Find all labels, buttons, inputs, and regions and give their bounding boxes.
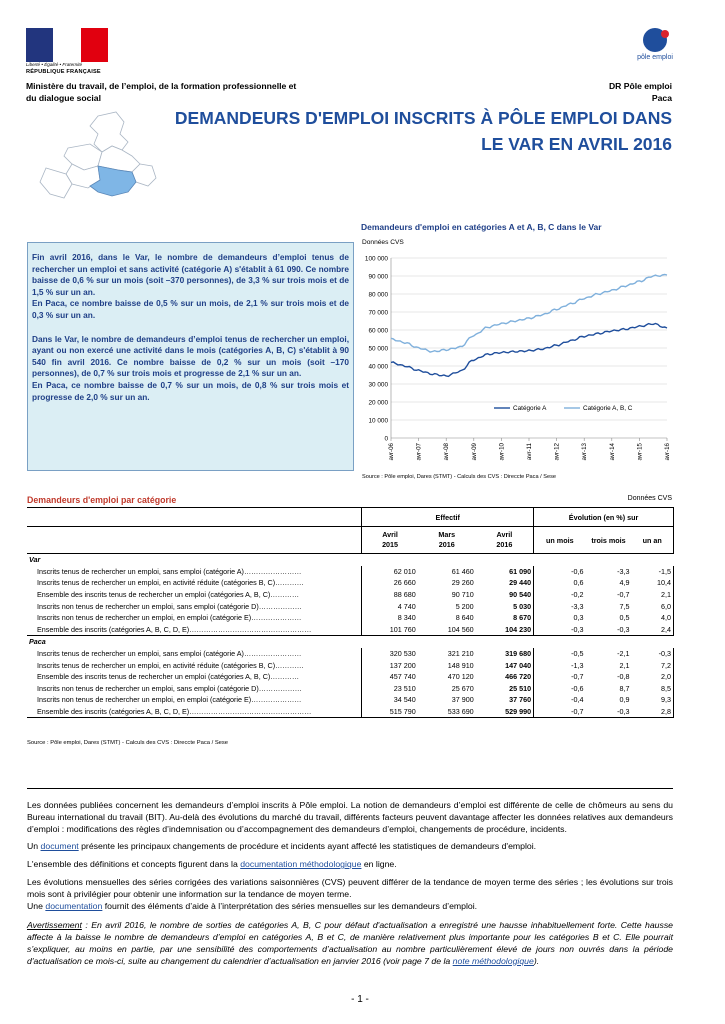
region-map <box>28 108 168 223</box>
table-row <box>27 659 674 671</box>
chart-title: Demandeurs d'emploi en catégories A et A, B, C dans le Var <box>361 222 602 232</box>
row-value: 29 440 <box>476 577 534 589</box>
summary-cat-abc: Dans le Var, le nombre de demandeurs d’emploi tenus de rechercher un emploi, ayant ou non exercé une activité dans le mois (catégories A, B, C) s'établit à 90 540 fin avril 2016. Ce nombre baisse de 0,2 % sur un mois (soit –170 personnes), de 0,7 % sur trois mois et progresse de 2,1 % sur un an. En Paca, ce nombre baisse de 0,7 % sur un mois, de 0,8 % sur trois mois et progresse de 2,0 % sur un an. <box>32 333 349 402</box>
row-value: 7,5 <box>619 601 630 611</box>
row-value: -0,4 <box>571 695 584 705</box>
row-value: 321 210 <box>447 649 474 659</box>
row-value: 4 740 <box>362 600 418 612</box>
logo-motto: Liberté • Égalité • Fraternité <box>26 62 83 67</box>
summary-box <box>27 242 354 471</box>
row-value: 137 200 <box>362 659 418 671</box>
row-value: 37 900 <box>451 695 474 705</box>
table-row <box>27 694 674 706</box>
table-row <box>27 612 674 624</box>
x-tick-label: avr-11 <box>526 443 533 461</box>
row-value: 8 340 <box>362 612 418 624</box>
x-tick-label: avr-08 <box>443 443 451 461</box>
row-value: 0,6 <box>573 578 584 588</box>
table-row <box>27 624 674 636</box>
row-value: 26 660 <box>362 577 418 589</box>
x-tick-label: avr-10 <box>498 443 506 461</box>
row-value: 4,0 <box>632 612 674 624</box>
body-p3: L'ensemble des définitions et concepts figurent dans la documentation méthodologique en ligne. <box>27 859 397 870</box>
row-value: 8,5 <box>632 683 674 695</box>
methodology-link[interactable]: documentation méthodologique <box>240 859 362 870</box>
row-value: 2,1 <box>619 660 630 670</box>
row-value: 319 680 <box>476 648 534 660</box>
paca-section-label: Paca <box>29 637 46 647</box>
table-row <box>27 600 674 612</box>
row-value: -0,3 <box>617 624 630 634</box>
col-avril-2015: Avril 2015 <box>362 527 418 554</box>
row-value: 61 460 <box>451 566 474 576</box>
col-avril-2016: Avril 2016 <box>476 527 534 554</box>
effectif-header: Effectif <box>362 508 534 527</box>
table-row <box>27 706 674 718</box>
page-title: DEMANDEURS D'EMPLOI INSCRITS À PÔLE EMPLOI DANS LE VAR EN AVRIL 2016 <box>174 108 672 154</box>
row-value: 0,5 <box>619 613 630 623</box>
row-value: 515 790 <box>362 706 418 718</box>
ministry-name: Ministère du travail, de l’emploi, de la formation professionnelle et du dialogue social <box>26 81 297 103</box>
row-label: Ensemble des inscrits tenus de rechercher un emploi (catégories A, B, C)………… <box>37 672 300 682</box>
x-tick-label: avr-09 <box>470 443 478 461</box>
table-section-title: Demandeurs d'emploi par catégorie <box>27 495 177 505</box>
y-tick-label: 80 000 <box>368 291 388 299</box>
row-value: 5 030 <box>476 600 534 612</box>
col-trois-mois: trois mois <box>591 535 626 545</box>
row-value: -0,6 <box>571 683 584 693</box>
row-value: 101 760 <box>362 624 418 636</box>
row-label: Inscrits tenus de rechercher un emploi, sans emploi (catégorie A)…………………… <box>37 566 302 576</box>
y-tick-label: 70 000 <box>368 309 388 317</box>
x-tick-label: avr-07 <box>415 443 423 461</box>
logo-republic: RÉPUBLIQUE FRANÇAISE <box>26 69 101 75</box>
row-label: Inscrits non tenus de rechercher un emploi, en emploi (catégorie E)………………… <box>37 613 302 623</box>
row-value: -3,3 <box>617 566 630 576</box>
pole-emploi-icon <box>643 28 667 52</box>
var-section-label: Var <box>29 555 41 565</box>
row-value: 4,9 <box>619 578 630 588</box>
row-value: 529 990 <box>476 706 534 718</box>
row-value: 5 200 <box>455 601 474 611</box>
row-value: 320 530 <box>362 648 418 660</box>
series-line-cat-a <box>391 324 667 377</box>
row-value: 62 010 <box>362 566 418 578</box>
table-row <box>27 648 674 660</box>
table-source: Source : Pôle emploi, Dares (STMT) - Calculs des CVS : Direccte Paca / Sese <box>27 740 229 746</box>
row-value: 2,8 <box>632 706 674 718</box>
y-tick-label: 90 000 <box>368 273 388 281</box>
row-value: -0,8 <box>617 672 630 682</box>
table-row <box>27 577 674 589</box>
jobseekers-table <box>27 507 674 718</box>
body-p2: Un document présente les principaux changements de procédure et incidents ayant affecté les statistiques de demandeurs d'emploi. <box>27 841 537 852</box>
row-value: 7,2 <box>632 659 674 671</box>
legend-label: Catégorie A, B, C <box>583 405 633 412</box>
table-row <box>27 683 674 695</box>
row-value: 147 040 <box>476 659 534 671</box>
republique-francaise-logo <box>26 28 108 78</box>
row-value: -0,7 <box>617 590 630 600</box>
row-value: 148 910 <box>447 660 474 670</box>
row-value: 10,4 <box>632 577 674 589</box>
divider <box>27 788 673 789</box>
x-tick-label: avr-15 <box>636 443 644 461</box>
row-value: 25 670 <box>451 683 474 693</box>
row-value: 2,0 <box>632 671 674 683</box>
x-tick-label: avr-06 <box>388 443 395 461</box>
row-value: -0,6 <box>571 566 584 576</box>
row-value: 104 230 <box>476 624 534 636</box>
row-value: 34 540 <box>362 694 418 706</box>
row-value: 8 670 <box>476 612 534 624</box>
note-methodologique-link[interactable]: note méthodologique <box>452 955 534 966</box>
row-value: 533 690 <box>447 707 474 717</box>
body-text <box>27 800 673 974</box>
row-value: -1,3 <box>571 660 584 670</box>
row-value: 90 710 <box>451 590 474 600</box>
y-tick-label: 100 000 <box>364 255 388 263</box>
evolution-header: Évolution (en %) sur <box>534 508 674 527</box>
chart-source: Source : Pôle emploi, Dares (STMT) - Calculs des CVS : Direccte Paca / Sese <box>362 474 556 480</box>
row-value: 2,1 <box>632 589 674 601</box>
row-value: -0,3 <box>571 624 584 634</box>
row-value: 470 120 <box>447 672 474 682</box>
row-value: 457 740 <box>362 671 418 683</box>
x-tick-label: avr-13 <box>581 443 589 461</box>
row-value: 37 760 <box>476 694 534 706</box>
col-un-mois: un mois <box>546 535 574 545</box>
row-value: -0,7 <box>571 707 584 717</box>
y-tick-label: 40 000 <box>368 363 388 371</box>
table-row <box>27 589 674 601</box>
row-value: -3,3 <box>571 601 584 611</box>
pole-emploi-logo <box>632 28 678 76</box>
row-value: 104 560 <box>447 624 474 634</box>
row-label: Ensemble des inscrits tenus de rechercher un emploi (catégories A, B, C)………… <box>37 590 300 600</box>
row-value: 8,7 <box>619 683 630 693</box>
page-number: - 1 - <box>351 994 369 1005</box>
warning-paragraph: Avertissement : En avril 2016, le nombre de sorties de catégories A, B, C pour défaut d'actualisation a enregistré une hausse inhabituellement forte. Cette hausse affecte à la baisse le nombre de demandeurs d’emploi en catégories A, B et C, de manière relativement plus importante pour les catégories B et C. Elle pourrait s’expliquer, au moins en partie, par une sensibilité des comportements d’actualisation au nombre particulièrement élevé de jours non ouvrés dans la période d'actualisation ce mois-ci, suite au changement du calendrier d’actualisation en janvier 2016 (voir page 7 de la note méthodologique). <box>27 920 673 966</box>
row-value: -0,2 <box>571 590 584 600</box>
series-line-cat-abc <box>391 275 667 353</box>
row-label: Inscrits tenus de rechercher un emploi, sans emploi (catégorie A)…………………… <box>37 649 302 659</box>
row-value: 466 720 <box>476 671 534 683</box>
row-label: Inscrits tenus de rechercher un emploi, en activité réduite (catégories B, C)………… <box>37 660 304 670</box>
row-value: 0,3 <box>573 613 584 623</box>
y-tick-label: 60 000 <box>368 327 388 335</box>
row-value: 23 510 <box>362 683 418 695</box>
row-value: -0,3 <box>617 707 630 717</box>
row-value: 2,4 <box>632 624 674 636</box>
col-un-an: un an <box>632 527 674 554</box>
row-value: -0,5 <box>571 649 584 659</box>
y-tick-label: 10 000 <box>368 417 388 425</box>
table-row <box>27 671 674 683</box>
table-data-type: Données CVS <box>627 495 672 502</box>
documentation-link[interactable]: documentation <box>45 900 103 911</box>
row-value: 61 090 <box>476 566 534 578</box>
row-value: -2,1 <box>617 649 630 659</box>
row-value: 90 540 <box>476 589 534 601</box>
row-value: 0,9 <box>619 695 630 705</box>
row-label: Inscrits non tenus de rechercher un emploi, sans emploi (catégorie D)……………… <box>37 601 302 611</box>
chart-subtitle: Données CVS <box>362 239 404 246</box>
summary-cat-a: Fin avril 2016, dans le Var, le nombre de demandeurs d’emploi tenus de rechercher un emploi et sans activité (catégorie A) s'établit à 61 090. Ce nombre baisse de 0,6 % sur un mois (soit –370 personnes), de 3,3 % sur trois mois et de 1,5 % sur un an. En Paca, ce nombre baisse de 0,5 % sur un mois, de 2,1 % sur trois mois et de 0,3 % sur un an. <box>32 252 349 320</box>
y-tick-label: 20 000 <box>368 399 388 407</box>
col-mars-2016: Mars 2016 <box>438 530 456 549</box>
row-value: 25 510 <box>476 683 534 695</box>
row-value: -0,7 <box>571 672 584 682</box>
y-tick-label: 30 000 <box>368 381 388 389</box>
x-tick-label: avr-12 <box>553 443 561 461</box>
body-p4: Les évolutions mensuelles des séries corrigées des variations saisonnières (CVS) peuvent différer de la tendance de moyen terme des séries ; les évolutions sur trois mois sont à privilégier pour obtenir une information sur la tendance de moyen terme. Une documentation fournit des éléments d’aide à l’interprétation des séries mensuelles sur les demandeurs d’emploi. <box>27 876 673 911</box>
x-tick-label: avr-14 <box>608 443 616 461</box>
body-p1: Les données publiées concernent les demandeurs d’emploi inscrits à Pôle emploi. La notion de demandeurs d’emploi est différente de celle de chômeurs au sens du Bureau international du travail (BIT). Au-delà des évolutions du marché du travail, différents facteurs peuvent davantage affecter les données relatives aux demandeurs d’emploi : modifications des règles d’indemnisation ou d’accompagnement des demandeurs d’emploi, changements de procédure, incidents. <box>27 800 673 834</box>
row-label: Inscrits tenus de rechercher un emploi, en activité réduite (catégories B, C)………… <box>37 578 304 588</box>
line-chart <box>360 250 678 472</box>
row-value: 8 640 <box>455 613 474 623</box>
x-tick-label: avr-16 <box>664 443 671 461</box>
row-label: Ensemble des inscrits (catégories A, B, C, D, E)…………………………………………… <box>37 624 312 634</box>
legend-label: Catégorie A <box>513 405 547 412</box>
row-value: 9,3 <box>632 694 674 706</box>
row-value: 6,0 <box>632 600 674 612</box>
document-link[interactable]: document <box>40 841 79 852</box>
row-label: Inscrits non tenus de rechercher un emploi, sans emploi (catégorie D)……………… <box>37 683 302 693</box>
marianne-flag-icon <box>26 28 108 62</box>
y-tick-label: 0 <box>384 435 388 443</box>
table-row <box>27 566 674 578</box>
y-tick-label: 50 000 <box>368 345 388 353</box>
row-value: -0,3 <box>632 648 674 660</box>
pole-emploi-name: pôle emploi <box>637 54 673 61</box>
row-label: Ensemble des inscrits (catégories A, B, C, D, E)…………………………………………… <box>37 707 312 717</box>
row-value: 88 680 <box>362 589 418 601</box>
row-label: Inscrits non tenus de rechercher un emploi, en emploi (catégorie E)………………… <box>37 695 302 705</box>
dr-name: DR Pôle emploi Paca <box>608 81 672 103</box>
row-value: 29 260 <box>451 578 474 588</box>
row-value: -1,5 <box>632 566 674 578</box>
